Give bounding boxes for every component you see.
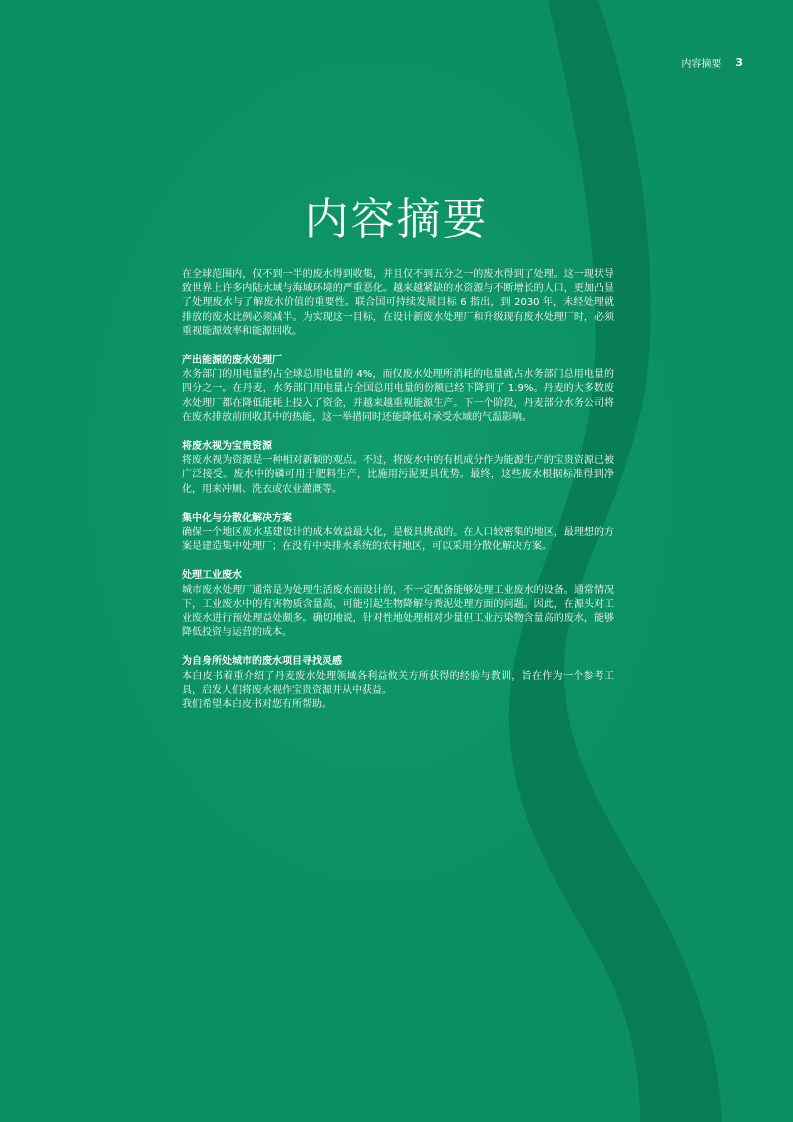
section-heading: 为自身所处城市的废水项目寻找灵感 [182,656,342,668]
section-body: 本白皮书着重介绍了丹麦废水处理领域各利益攸关方所获得的经验与教训，旨在作为一个参考工具，启发人们将废水视作宝贵资源并从中获益。 [182,670,614,696]
page-title: 内容摘要 [304,194,489,245]
section-inspiration [182,655,614,698]
summary-content [182,268,614,712]
section-heading: 集中化与分散化解决方案 [182,512,292,524]
section-heading: 处理工业废水 [182,570,242,582]
section-heading: 将废水视为宝贵资源 [182,441,272,453]
section-industrial-wastewater [182,569,614,640]
closing-paragraph: 我们希望本白皮书对您有所帮助。 [182,699,332,711]
section-wastewater-as-resource [182,440,614,497]
section-energy-producing-plants [182,354,614,425]
section-body: 确保一个地区废水基建设计的成本效益最大化，是极具挑战的。在人口较密集的地区，最理想的方案是建造集中处理厂；在没有中央排水系统的农村地区，可以采用分散化解决方案。 [182,527,614,553]
page-header [681,55,743,70]
section-body: 水务部门的用电量约占全球总用电量的 4%，而仅废水处理所消耗的电量就占水务部门总用电量的四分之一。在丹麦，水务部门用电量占全国总用电量的份额已经下降到了 1.9%。丹麦的大多数废水处理厂都在降低能耗上投入了资金，并越来越重视能源生产。下一个阶段，丹麦部分水务公司将在废水排放前回收其中的热能，这一举措同时还能降低对承受水域的气温影响。 [182,369,614,423]
section-body: 城市废水处理厂通常是为处理生活废水而设计的，不一定配备能够处理工业废水的设备。通常情况下，工业废水中的有害物质含量高，可能引起生物降解与粪泥处理方面的问题。因此，在源头对工业废水进行预处理益处颇多。确切地说，针对性地处理相对少量但工业污染物含量高的废水，能够降低投资与运营的成本。 [182,584,614,639]
section-heading: 产出能源的废水处理厂 [182,355,282,367]
section-centralized-decentralized [182,512,614,555]
header-section-label: 内容摘要 [681,59,722,70]
intro-paragraph: 在全球范围内，仅不到一半的废水得到收集，并且仅不到五分之一的废水得到了处理。这一现状导致世界上许多内陆水域与海域环境的严重恶化。越来越紧缺的水资源与不断增长的人口，更加凸显了处理废水与了解废水价值的重要性。联合国可持续发展目标 6 指出，到 2030 年，未经处理就排放的废水比例必须减半。为实现这一目标，在设计新废水处理厂和升级现有废水处理厂时，必须重视能源效率和能源回收。 [182,269,614,337]
section-body: 将废水视为资源是一种相对新颖的观点。不过，将废水中的有机成分作为能源生产的宝贵资源已被广泛接受。废水中的磷可用于肥料生产，比施用污泥更具优势。最终，这些废水根据标准得到净化，用来冲厕、洗衣或农业灌溉等。 [182,455,614,495]
page-number: 3 [735,56,743,69]
